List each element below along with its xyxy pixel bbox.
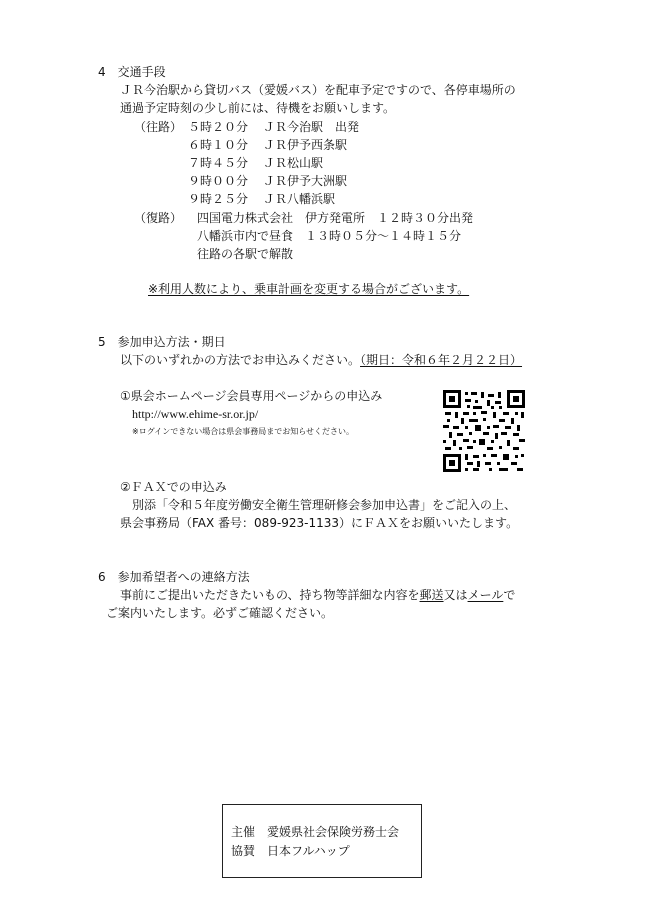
mail-word: 郵送: [419, 588, 444, 602]
outbound-place: ＪＲ八幡浜駅: [263, 192, 336, 206]
section4-text-line2: 通過予定時刻の少し前には、待機をお願いします。: [120, 101, 396, 115]
return-line: 往路の各駅で解散: [197, 247, 294, 261]
return-line: 八幡浜市内で昼食 １３時０５分～１４時１５分: [197, 229, 462, 243]
section6-text-part: 事前にご提出いただきたいもの、持ち物等詳細な内容を: [120, 588, 420, 602]
section4-heading: 4 交通手段: [98, 65, 166, 79]
sponsor-line: [231, 842, 350, 860]
option2-line2: 県会事務局（FAX 番号：089-923-1133）にＦＡＸをお願いいたします。: [120, 516, 519, 530]
organizer-label: 主催: [231, 825, 256, 839]
sponsor-label: 協賛: [231, 844, 256, 858]
section5-text: [120, 351, 522, 369]
outbound-time: ９時００分: [188, 174, 249, 188]
section6-text-part: で: [503, 588, 516, 602]
deadline: （期日：令和６年２月２２日）: [360, 353, 523, 367]
section4-note: ※利用人数により、乗車計画を変更する場合がございます。: [148, 282, 470, 296]
organizer-box: [222, 804, 422, 878]
outbound-place: ＪＲ伊予大洲駅: [263, 174, 348, 188]
section6-heading: 6 参加希望者への連絡方法: [98, 570, 250, 584]
website-url-link[interactable]: http://www.ehime-sr.or.jp/: [132, 407, 259, 421]
email-word: メール: [467, 588, 504, 602]
outbound-time: ６時１０分: [188, 138, 249, 152]
organizer-line: [231, 823, 399, 841]
return-line: 四国電力株式会社 伊方発電所 １２時３０分出発: [197, 211, 474, 225]
return-label: （復路）: [134, 211, 183, 225]
outbound-time: ９時２５分: [188, 192, 249, 206]
outbound-time: ７時４５分: [188, 156, 249, 170]
section4-text-line1: ＪＲ今治駅から貸切バス（愛媛バス）を配車予定ですので、各停車場所の: [120, 83, 516, 97]
qr-code-graphic: [443, 390, 525, 472]
outbound-time: ５時２０分: [188, 120, 249, 134]
qr-code: [443, 390, 525, 472]
section6-text-line1: [120, 586, 515, 604]
option1-title: ①県会ホームページ会員専用ページからの申込み: [120, 389, 383, 403]
outbound-place: ＪＲ松山駅: [263, 156, 324, 170]
section5-heading: 5 参加申込方法・期日: [98, 335, 226, 349]
option2-title: ②ＦＡＸでの申込み: [120, 480, 227, 494]
option2-line1: 別添「令和５年度労働安全衛生管理研修会参加申込書」をご記入の上、: [132, 498, 517, 512]
outbound-place: ＪＲ伊予西条駅: [263, 138, 348, 152]
section6-text-line2: ご案内いたします。必ずご確認ください。: [106, 606, 334, 620]
outbound-place: ＪＲ今治駅 出発: [263, 120, 360, 134]
section5-text-line1: 以下のいずれかの方法でお申込みください。: [120, 353, 361, 367]
organizer-name: 愛媛県社会保険労務士会: [267, 825, 400, 839]
sponsor-name: 日本フルハップ: [267, 844, 350, 858]
outbound-label: （往路）: [134, 120, 183, 134]
section6-text-part: 又は: [443, 588, 468, 602]
option1-note: ※ログインできない場合は県会事務局までお知らせください。: [132, 427, 355, 436]
